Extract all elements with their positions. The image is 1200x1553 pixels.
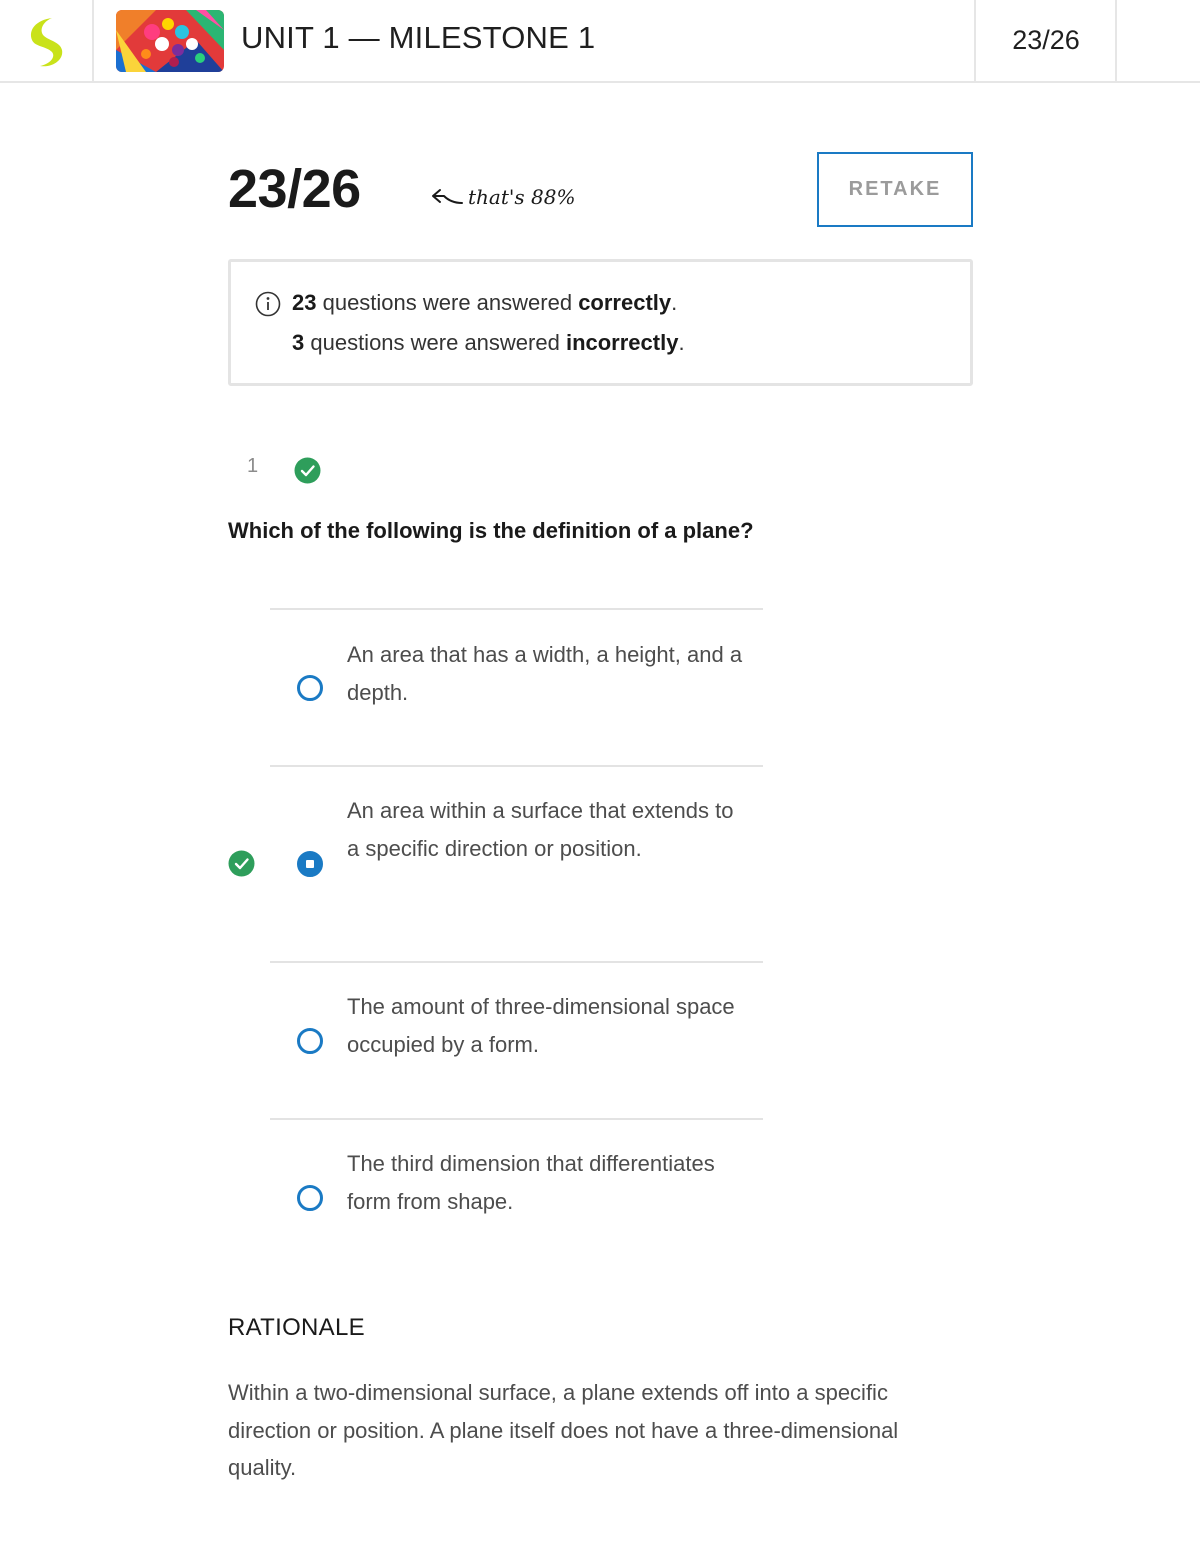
option-radio[interactable] [297, 1028, 323, 1054]
incorrect-summary [292, 330, 685, 356]
summary-text: questions were answered [304, 330, 566, 355]
period: . [678, 330, 685, 355]
correct-word: correctly [578, 290, 672, 315]
option-radio[interactable] [297, 675, 323, 701]
header-divider [1115, 0, 1117, 83]
incorrect-word: incorrectly [565, 330, 679, 355]
score-percentage: that's 88% [468, 185, 576, 209]
summary-text: questions were answered [316, 290, 579, 315]
option-divider [270, 765, 763, 767]
results-summary [228, 259, 973, 386]
option-text[interactable]: The amount of three-dimensional space occupied by a form. [347, 994, 735, 1057]
sophia-logo-icon[interactable] [22, 14, 70, 70]
top-bar [0, 0, 1200, 83]
retake-button[interactable]: RETAKE [817, 152, 973, 227]
option-divider [270, 1118, 763, 1120]
option-text[interactable]: An area within a surface that extends to a specific direction or position. [347, 798, 734, 861]
score-note [430, 185, 575, 209]
correct-summary [292, 290, 677, 316]
rationale-text: Within a two-dimensional surface, a plane extends off into a specific direction or position. A plane itself does not have a three-dimensional quality. [228, 1380, 899, 1480]
score-value: 23/26 [228, 159, 361, 219]
option-radio[interactable] [297, 1185, 323, 1211]
unit-title: UNIT 1 — MILESTONE 1 [241, 20, 596, 55]
option-divider [270, 608, 763, 610]
header-divider [92, 0, 94, 83]
question-text: Which of the following is the definition of a plane? [228, 518, 754, 543]
question-correct-icon [294, 457, 321, 484]
option-text[interactable]: The third dimension that differentiates form from shape. [347, 1151, 715, 1214]
option-radio-selected[interactable] [297, 851, 323, 877]
correct-count: 23 [292, 290, 317, 315]
question-number[interactable]: 1 [247, 455, 259, 477]
arrow-left-icon [430, 186, 464, 208]
progress-counter: 23/26 [1012, 25, 1080, 55]
header-divider [974, 0, 976, 83]
incorrect-count: 3 [292, 330, 305, 355]
course-thumbnail [116, 10, 224, 72]
option-divider [270, 961, 763, 963]
info-icon [255, 291, 281, 317]
correct-answer-icon [228, 850, 255, 877]
period: . [671, 290, 678, 315]
option-text[interactable]: An area that has a width, a height, and a depth. [347, 642, 743, 705]
rationale-heading: RATIONALE [228, 1314, 365, 1341]
